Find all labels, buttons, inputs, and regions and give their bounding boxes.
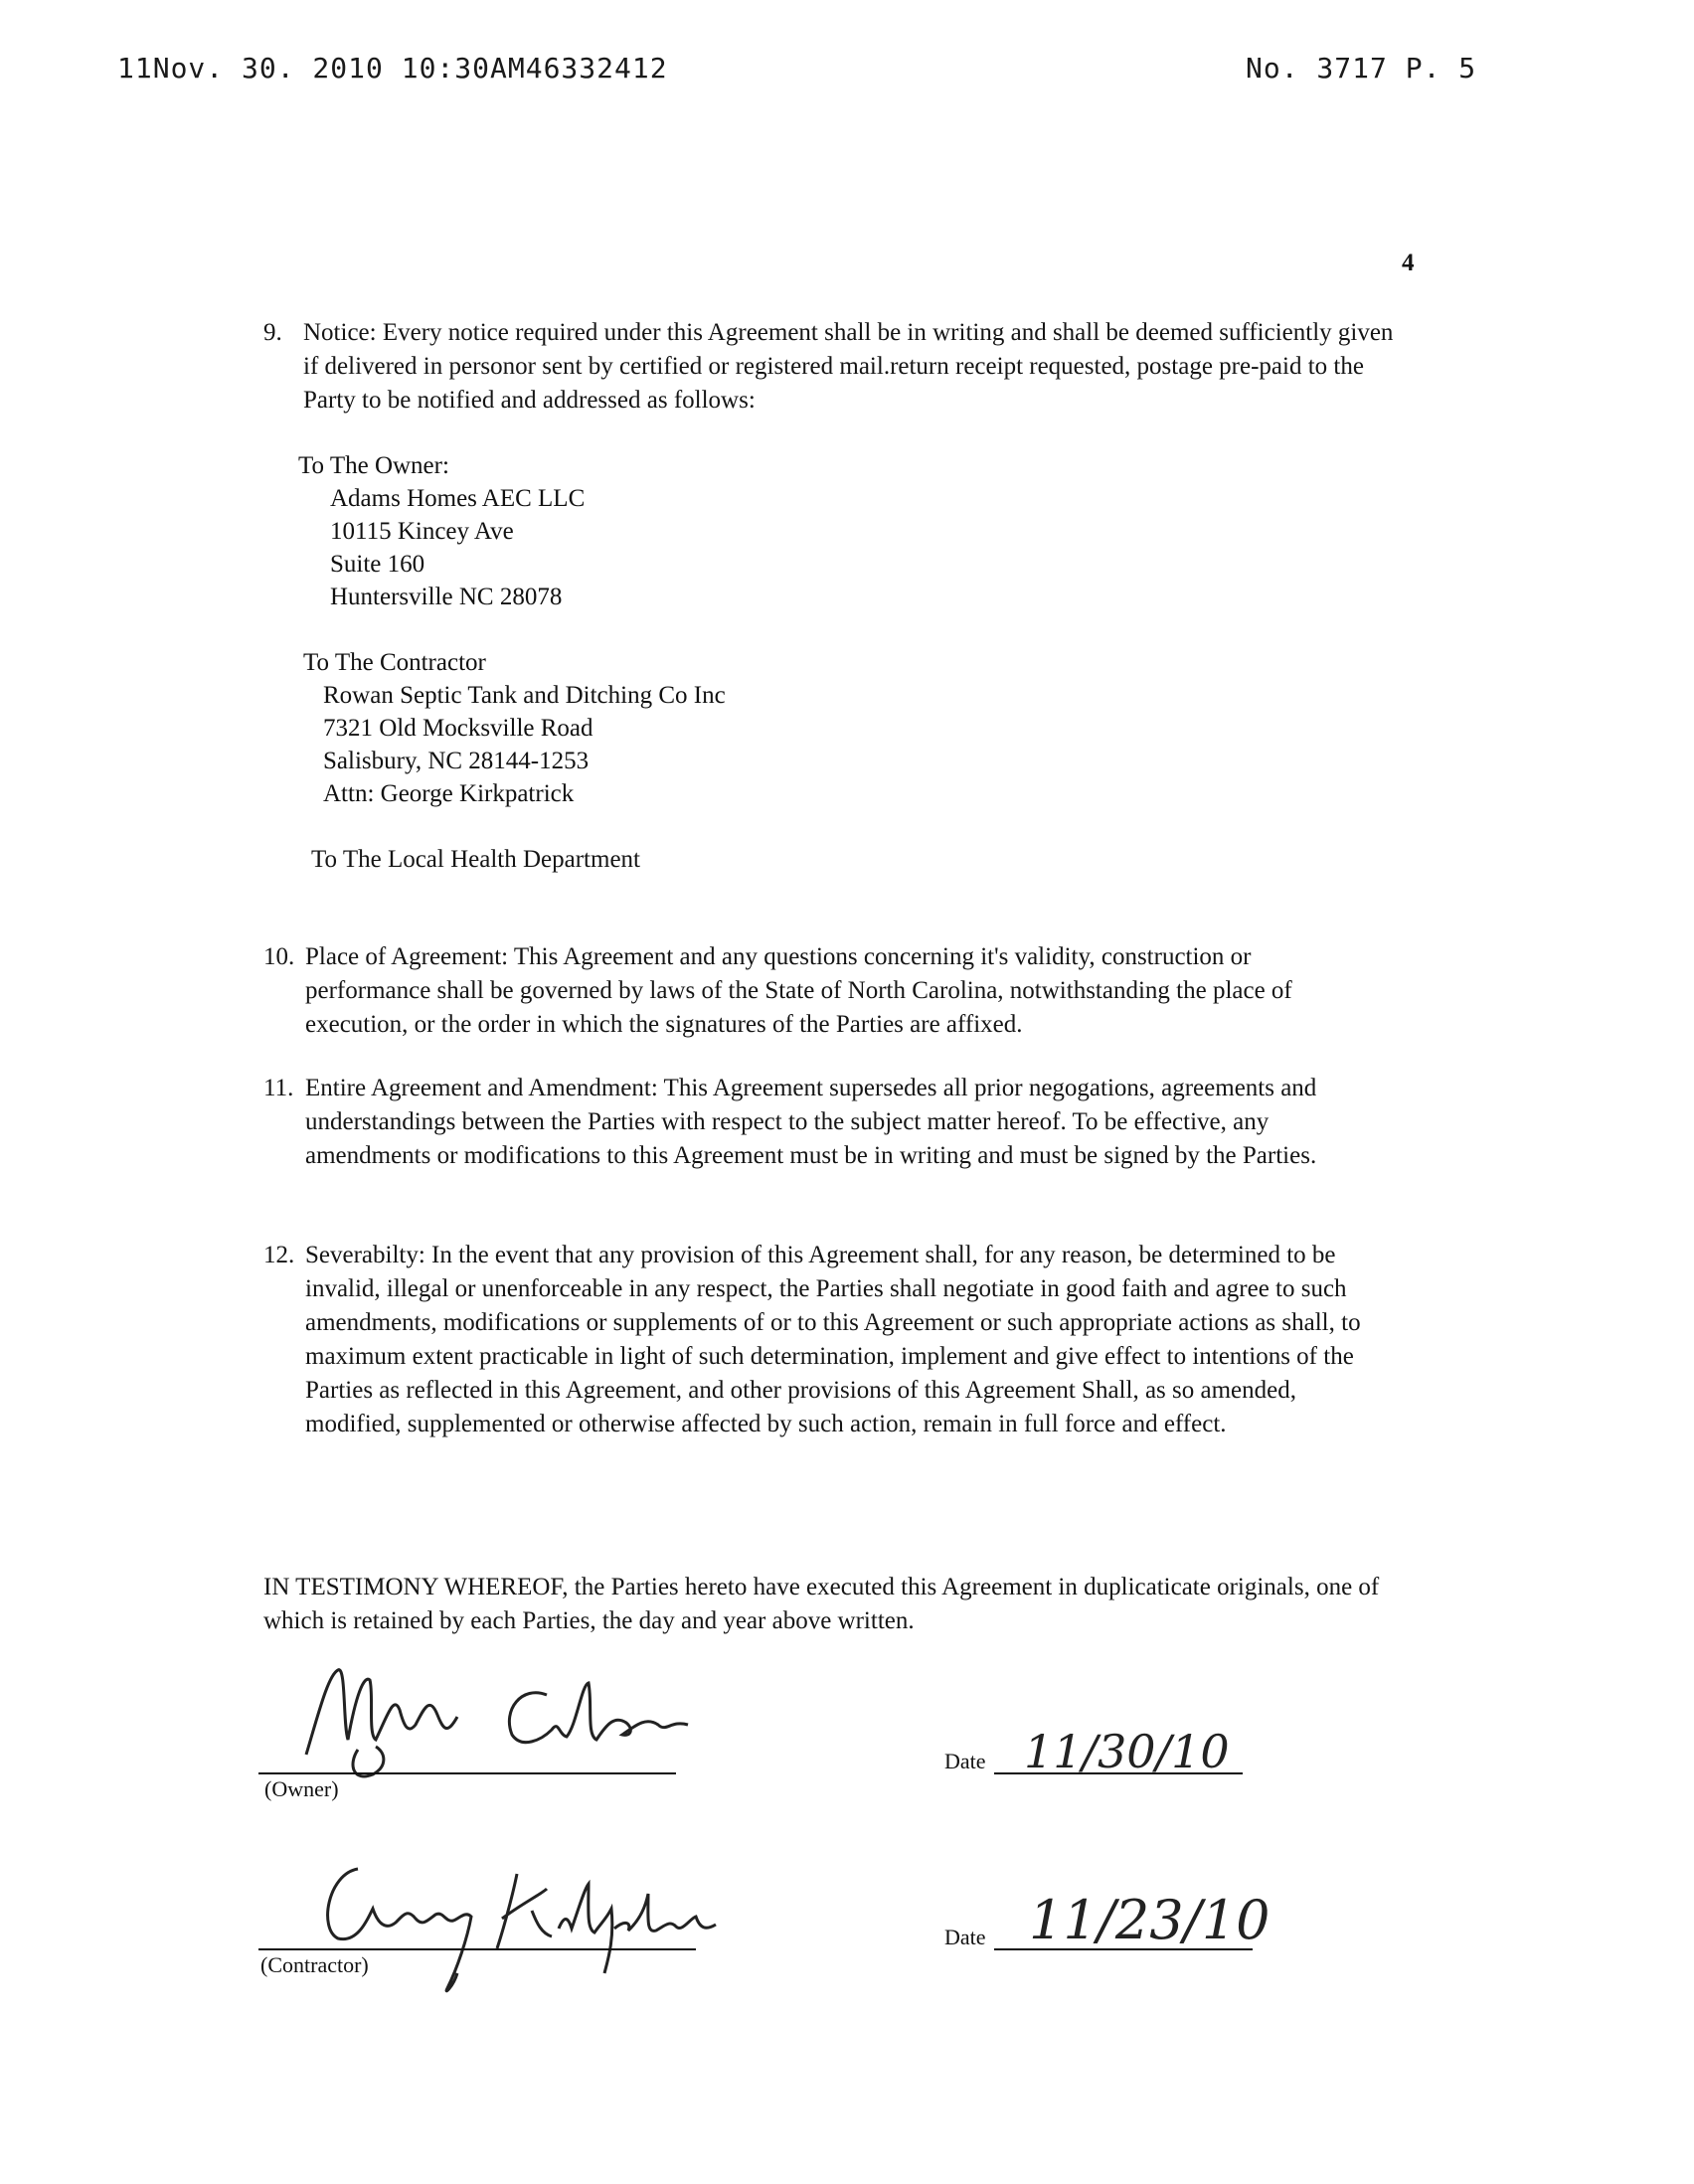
owner-address-heading: To The Owner: <box>298 452 449 479</box>
contractor-address-line: Attn: George Kirkpatrick <box>323 780 575 807</box>
section-11 <box>263 1072 1367 1173</box>
contractor-address-line: 7321 Old Mocksville Road <box>323 715 593 742</box>
section-number: 11. <box>263 1075 294 1101</box>
contractor-address-heading: To The Contractor <box>303 649 486 676</box>
section-9 <box>263 316 1407 418</box>
owner-address-line: Huntersville NC 28078 <box>330 584 563 610</box>
section-text: Entire Agreement and Amendment: This Agreement supersedes all prior negogations, agreements and understandings between the Parties with respect to the subject matter hereof. To be effective, any amendments or modifications to this Agreement must be in writing and must be signed by the Parties. <box>305 1075 1317 1169</box>
contractor-address-block <box>303 646 726 810</box>
fax-header-right: No. 3717 P. 5 <box>1246 52 1477 84</box>
owner-signature-line <box>258 1772 676 1774</box>
owner-address-line: Suite 160 <box>330 551 425 578</box>
section-text: Severabilty: In the event that any provision of this Agreement shall, for any reason, be determined to be invalid, illegal or unenforceable in any respect, the Parties shall negotiate in good faith and agree to such amendments, modifications or supplements of or to this Agreement or such appropriate actions as shall, to maximum extent practicable in light of such determination, implement and give effect to intentions of the Parties as reflected in this Agreement, and other provisions of this Agreement Shall, as so amended, modified, supplemented or otherwise affected by such action, remain in full force and effect. <box>305 1242 1361 1437</box>
contractor-signature-line <box>258 1948 696 1950</box>
section-number: 9. <box>263 319 282 346</box>
owner-date-value: 11/30/10 <box>1024 1725 1230 1778</box>
owner-role-label: (Owner) <box>264 1776 339 1801</box>
section-number: 10. <box>263 943 295 970</box>
contractor-date-value: 11/23/10 <box>1029 1889 1270 1951</box>
health-department-line: To The Local Health Department <box>311 846 640 873</box>
owner-address-line: Adams Homes AEC LLC <box>330 485 586 512</box>
section-10 <box>263 940 1367 1042</box>
owner-address-block <box>298 449 585 613</box>
section-number: 12. <box>263 1242 295 1268</box>
owner-signature-image <box>298 1655 716 1784</box>
contractor-date-label: Date <box>944 1925 986 1949</box>
section-text: Place of Agreement: This Agreement and any questions concerning it's validity, construction or performance shall be governed by laws of the State of North Carolina, notwithstanding the place of execution, or the order in which the signatures of the Parties are affixed. <box>305 943 1292 1038</box>
fax-header-left: 11Nov. 30. 2010 10:30AM46332412 <box>117 52 668 84</box>
contractor-role-label: (Contractor) <box>260 1952 369 1977</box>
owner-address-line: 10115 Kincey Ave <box>330 518 514 545</box>
section-12 <box>263 1239 1367 1441</box>
contractor-signature-block <box>258 1849 1270 2008</box>
owner-date-label: Date <box>944 1749 986 1773</box>
contractor-address-line: Rowan Septic Tank and Ditching Co Inc <box>323 682 726 709</box>
owner-signature-block <box>258 1655 1253 1801</box>
page-number: 4 <box>1402 250 1415 276</box>
contractor-address-line: Salisbury, NC 28144-1253 <box>323 748 590 774</box>
section-text: Notice: Every notice required under this Agreement shall be in writing and shall be deemed sufficiently given if delivered in personor sent by certified or registered mail.return receipt requested, postage pre-paid to the Party to be notified and addressed as follows: <box>303 319 1394 414</box>
testimony-clause: IN TESTIMONY WHEREOF, the Parties hereto have executed this Agreement in duplicaticate originals, one of which is retained by each Parties, the day and year above written. <box>263 1574 1380 1634</box>
